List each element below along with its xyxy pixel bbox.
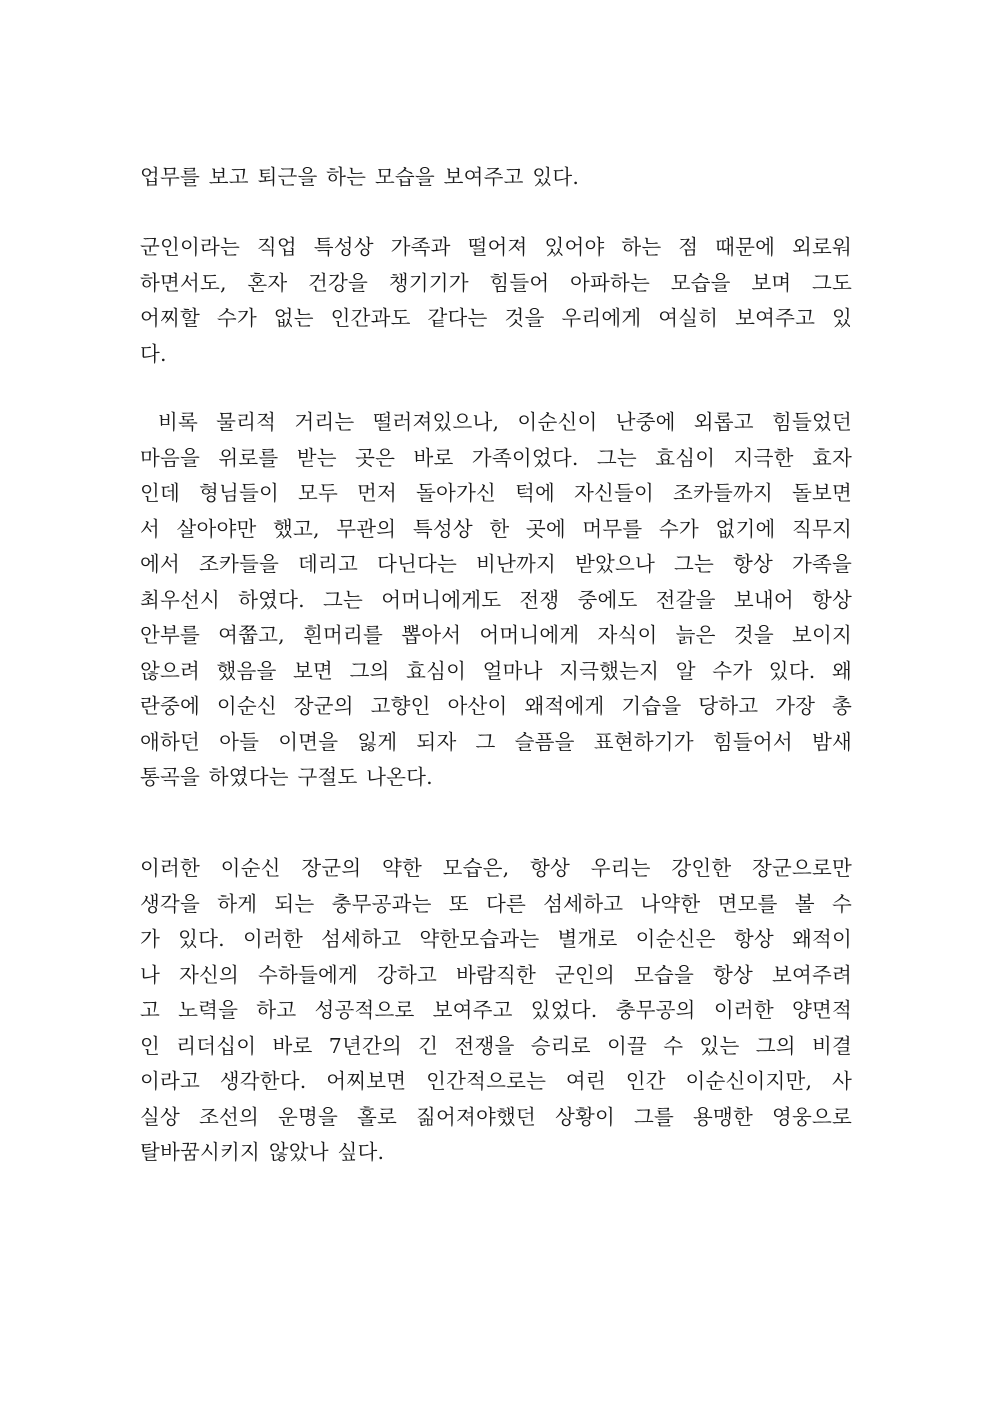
text-line: 군인이라는 직업 특성상 가족과 떨어져 있어야 하는 점 때문에 외로워 — [140, 235, 852, 259]
text-line: 인 리더십이 바로 7년간의 긴 전쟁을 승리로 이끌 수 있는 그의 비결 — [140, 1033, 852, 1058]
text-line: 고 노력을 하고 성공적으로 보여주고 있었다. 충무공의 이러한 양면적 — [140, 998, 852, 1022]
text-line: 업무를 보고 퇴근을 하는 모습을 보여주고 있다. — [140, 165, 580, 189]
text-line: 실상 조선의 운명을 홀로 짊어져야했던 상황이 그를 용맹한 영웅으로 — [140, 1104, 852, 1129]
text-line: 탈바꿈시키지 않았나 싶다. — [140, 1140, 385, 1164]
text-line: 하면서도, 혼자 건강을 챙기기가 힘들어 아파하는 모습을 보며 그도 — [140, 270, 852, 295]
text-line: 란중에 이순신 장군의 고향인 아산이 왜적에게 기습을 당하고 가장 총 — [140, 694, 852, 718]
text-line: 않으려 했음을 보면 그의 효심이 얼마나 지극했는지 알 수가 있다. 왜 — [140, 658, 852, 683]
text-line: 안부를 여쭙고, 흰머리를 뽑아서 어머니에게 자식이 늙은 것을 보이지 — [140, 623, 852, 647]
text-line: 이러한 이순신 장군의 약한 모습은, 항상 우리는 강인한 장군으로만 — [140, 856, 852, 880]
text-line: 인데 형님들이 모두 먼저 돌아가신 턱에 자신들이 조카들까지 돌보면 — [140, 481, 852, 505]
text-line: 가 있다. 이러한 섬세하고 약한모습과는 별개로 이순신은 항상 왜적이 — [140, 927, 852, 951]
paragraph-4 — [140, 851, 852, 1171]
paragraph-2 — [140, 230, 852, 372]
text-line: 이라고 생각한다. 어찌보면 인간적으로는 여린 인간 이순신이지만, 사 — [140, 1069, 852, 1093]
text-line: 다. — [140, 341, 167, 366]
text-line: 애하던 아들 이면을 잃게 되자 그 슬픔을 표현하기가 힘들어서 밤새 — [140, 729, 852, 754]
text-line: 생각을 하게 되는 충무공과는 또 다른 섬세하고 나약한 면모를 볼 수 — [140, 891, 852, 916]
text-line: 통곡을 하였다는 구절도 나온다. — [140, 765, 433, 789]
text-line: 어찌할 수가 없는 인간과도 같다는 것을 우리에게 여실히 보여주고 있 — [140, 306, 852, 330]
text-line: 서 살아야만 했고, 무관의 특성상 한 곳에 머무를 수가 없기에 직무지 — [140, 516, 852, 541]
paragraph-3 — [140, 405, 852, 796]
text-line: 마음을 위로를 받는 곳은 바로 가족이었다. 그는 효심이 지극한 효자 — [140, 445, 852, 470]
text-line: 비록 물리적 거리는 떨러져있으나, 이순신이 난중에 외롭고 힘들었던 — [158, 410, 852, 434]
paragraph-1 — [140, 160, 852, 196]
text-line: 나 자신의 수하들에게 강하고 바람직한 군인의 모습을 항상 보여주려 — [140, 962, 852, 987]
text-line: 최우선시 하였다. 그는 어머니에게도 전쟁 중에도 전갈을 보내어 항상 — [140, 587, 852, 612]
text-line: 에서 조카들을 데리고 다닌다는 비난까지 받았으나 그는 항상 가족을 — [140, 552, 852, 576]
